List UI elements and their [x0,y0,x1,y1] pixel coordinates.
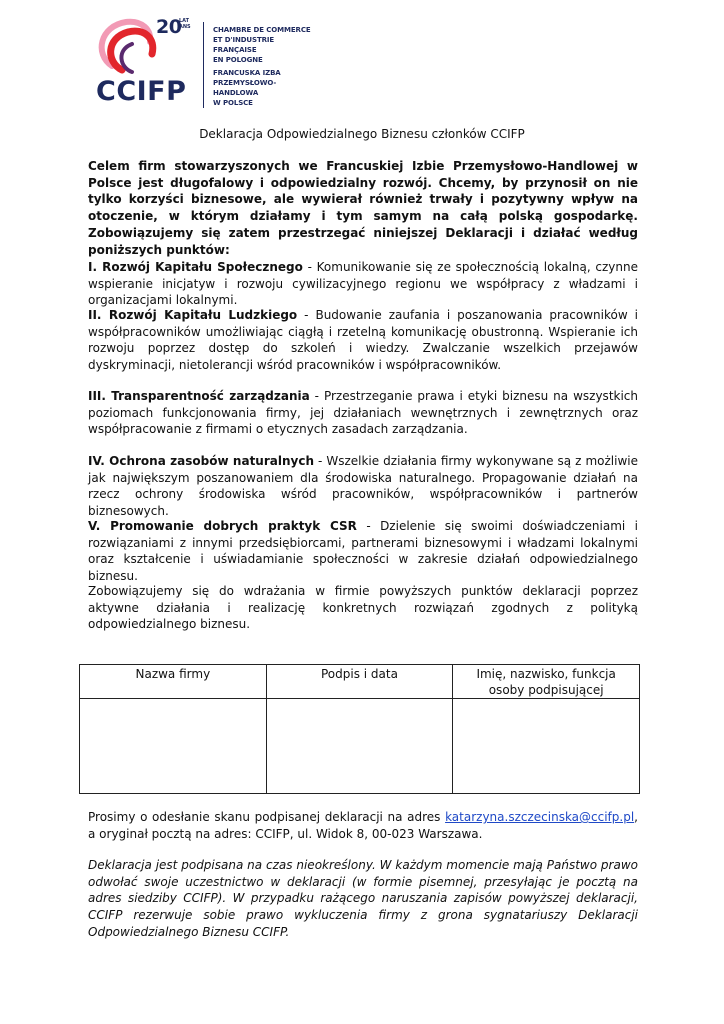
signatory-cell[interactable] [453,699,640,794]
point-heading: IV. Ochrona zasobów naturalnych [88,454,314,468]
point-text: - Komunikowanie się ze społecznością lokalną, czynne wspieranie inicjatyw i rozwoju cywilizacyjnego regionu we współpracy z władzami i organizacjami lokalnymi. [88,260,638,308]
logo-divider [203,22,204,108]
point-paragraph [88,259,638,309]
logo-brand-text: CCIFP [96,76,187,107]
send-request-address: , a oryginał pocztą na adres: CCIFP, ul. Widok 8, 00-023 Warszawa. [88,810,638,841]
point-text: - Budowanie zaufania i poszanowania pracowników i współpracowników umożliwiając ciągłą i rzetelną komunikację obustronną. Wspieranie ich rozwoju poprzez dostęp do szkoleń i wiedzy. Zwalczanie wszelkich przejawów dyskryminacji, nietolerancji wśród pracowników i współpracowników. [88,308,638,373]
send-request-paragraph [88,809,638,842]
signature-table-entry-row [80,699,640,794]
logo-anniversary-number: 20 [156,16,182,38]
document-title: Deklaracja Odpowiedzialnego Biznesu członków CCIFP [199,127,525,141]
point-heading: I. Rozwój Kapitału Społecznego [88,260,303,274]
point-paragraph [88,388,638,438]
point-paragraph [88,307,638,374]
logo-polish-line: PRZEMYSŁOWO-HANDLOWA [213,79,277,97]
logo-polish-name [213,68,313,108]
point-paragraph [88,518,638,585]
point-text: - Dzielenie się swoimi doświadczeniami i rozwiązaniami z innymi przedsiębiorcami, partnerami biznesowymi i władzami lokalnymi oraz kształcenie i uświadamianie społeczności w zakresie działań odpowiedzialnego biznesu. [88,519,638,584]
column-header-signature-date: Podpis i data [266,665,453,699]
logo-french-line: CHAMBRE DE COMMERCE [213,26,311,34]
note-paragraph [88,857,638,941]
email-link[interactable]: katarzyna.szczecinska@ccifp.pl [445,810,635,824]
logo-polish-line: FRANCUSKA IZBA [213,69,281,77]
column-header-signatory: Imię, nazwisko, funkcja osoby podpisującej [453,665,640,699]
point-paragraph [88,453,638,520]
point-heading: V. Promowanie dobrych praktyk CSR [88,519,357,533]
logo-anniversary-label: LAT ANS [179,18,191,30]
logo-french-line: ET D'INDUSTRIE FRANÇAISE [213,36,275,54]
signature-table-header-row [80,665,640,699]
logo-polish-line: W POLSCE [213,99,253,107]
company-name-cell[interactable] [80,699,267,794]
logo-french-line: EN POLOGNE [213,56,263,64]
point-text: - Przestrzeganie prawa i etyki biznesu na wszystkich poziomach funkcjonowania firmy, jej działaniach wewnętrznych i zewnętrznych oraz współpracowanie z firmami o etycznych zasadach zarządzania. [88,389,639,437]
intro-paragraph: Celem firm stowarzyszonych we Francuskiej Izbie Przemysłowo-Handlowej w Polsce jest długofalowy i odpowiedzialny rozwój. Chcemy, by przynosił on nie tylko korzyści biznesowe, ale wywierał również trwały i pozytywny wpływ na otoczenie, w którym działamy i tym samym na całą polską gospodarkę. Zobowiązujemy się zatem przestrzegać niniejszej Deklaracji i działać według poniższych punktów: [88,159,638,257]
point-heading: III. Transparentność zarządzania [88,389,310,403]
send-request-text: Prosimy o odesłanie skanu podpisanej deklaracji na adres [88,810,446,824]
signature-table [79,664,640,794]
logo-french-name [213,25,313,65]
point-text: - Wszelkie działania firmy wykonywane są z możliwie jak największym poszanowaniem dla środowiska naturalnego. Propagowanie działań na rzecz ochrony środowiska wśród pracowników, współpracowników i partnerów biznesowych. [88,454,638,519]
ccifp-logo [92,14,314,108]
column-header-company-name: Nazwa firmy [80,665,267,699]
commitment-paragraph: Zobowiązujemy się do wdrażania w firmie powyższych punktów deklaracji poprzez aktywne działania i realizację konkretnych rozwiązań zgodnych z polityką odpowiedzialnego biznesu. [88,584,638,632]
point-heading: II. Rozwój Kapitału Ludzkiego [88,308,298,322]
note-text: Deklaracja jest podpisana na czas nieokreślony. W każdym momencie mają Państwo prawo odwołać swoje uczestnictwo w deklaracji (w formie pisemnej, przesyłając je pocztą na adres siedziby CCIFP). W przypadku rażącego naruszania zapisów powyższej deklaracji, CCIFP rezerwuje sobie prawo wykluczenia firmy z grona sygnatariuszy Deklaracji Odpowiedzialnego Biznesu CCIFP. [88,858,638,939]
signature-date-cell[interactable] [266,699,453,794]
